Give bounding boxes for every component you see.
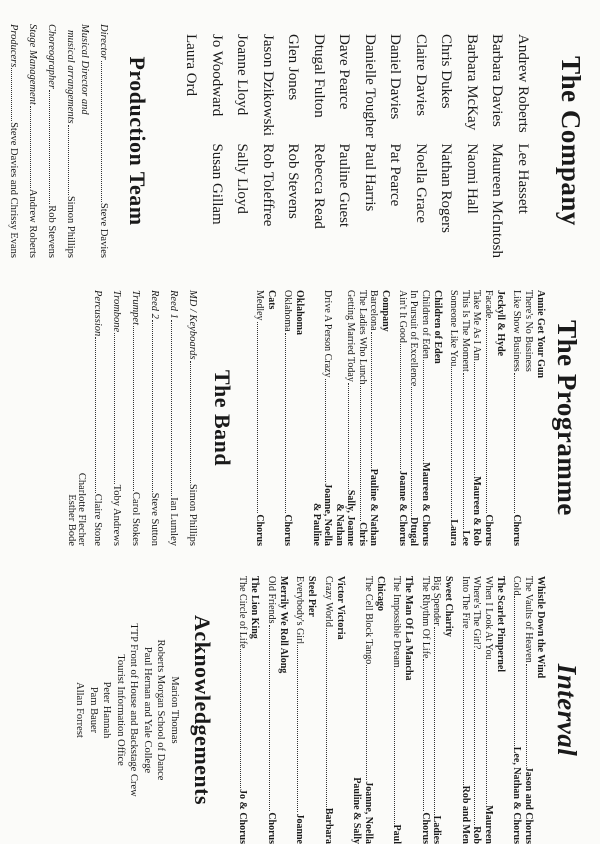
- show-title: Whistle Down the Wind: [535, 576, 546, 679]
- song-name: Facade: [483, 290, 494, 319]
- performer: Ladies: [431, 815, 443, 844]
- performer: Lee, Nathan & Chorus: [511, 746, 523, 844]
- leader-dots: [349, 383, 350, 489]
- cast-name: Dtugal Fulton: [311, 34, 327, 118]
- song-name: Barcelona: [368, 290, 380, 331]
- cast-name: Rebecca Read: [311, 143, 327, 229]
- leader-dots: [423, 360, 424, 461]
- leader-dots: [400, 344, 401, 470]
- leader-dots: [134, 326, 135, 491]
- song-name: The Impossible Dream: [391, 576, 403, 668]
- musician: Steve Sutton: [149, 492, 161, 546]
- song-row: [460, 576, 472, 844]
- performer: Dtugal: [408, 517, 420, 546]
- credit-role: Director: [98, 24, 109, 60]
- production-team-list: [0, 24, 110, 258]
- performer: Chorus: [254, 514, 265, 546]
- cast-name: Laura Ord: [183, 34, 200, 97]
- cast-name: Paul Harris: [362, 143, 378, 212]
- cast-name: Nathan Rogers: [438, 143, 455, 233]
- cast-name: Lee Hassett: [515, 143, 531, 214]
- credit-name: Steve Davies and Chrissy Evans: [8, 122, 19, 258]
- leader-dots: [475, 650, 476, 825]
- song-row: [323, 576, 335, 844]
- cast-name: Daniel Davies: [387, 34, 404, 120]
- credit-name: Steve Davies: [98, 202, 109, 258]
- cast-name: Maureen McIntosh: [489, 143, 506, 258]
- song-name: Ain't It Good: [397, 290, 408, 343]
- cast-name: Glen Jones: [285, 34, 302, 101]
- band-row: [148, 290, 162, 546]
- performer: Chorus: [266, 812, 277, 844]
- interval-heading: Interval: [552, 663, 582, 757]
- leader-dots: [286, 333, 287, 514]
- credit-role: Choreographer: [46, 24, 57, 89]
- song-name: Where's The Girl?: [471, 576, 483, 650]
- show-title: Children of Eden: [432, 290, 443, 364]
- instrument: MD / Keyboards: [187, 290, 199, 360]
- song-name: Oklahoma: [282, 290, 294, 332]
- song-name: Crazy World: [323, 576, 334, 627]
- song-row: [448, 290, 460, 546]
- show-title: Jeckyll & Hyde: [495, 290, 506, 357]
- leader-dots: [475, 362, 476, 475]
- cast-name: Jo Woodward: [209, 34, 225, 117]
- performer: Joanne, Noella: [322, 483, 334, 546]
- band-row: [129, 290, 143, 546]
- leader-dots: [463, 630, 464, 785]
- song-row: [363, 576, 375, 844]
- cast-name: Danielle Tougher: [362, 34, 378, 139]
- credit-name: Simon Phillips: [65, 195, 76, 258]
- song-row: [294, 576, 306, 844]
- instrument: Reed 2: [149, 290, 161, 319]
- instrument: Trombone: [111, 290, 123, 333]
- leader-dots: [452, 367, 453, 518]
- leader-dots: [486, 319, 487, 513]
- show-block: [311, 290, 392, 546]
- performer: Pauline & Nathan: [368, 468, 380, 546]
- cast-name: Jason Dzikowski: [260, 34, 276, 137]
- leader-dots: [360, 386, 361, 522]
- band-row: [167, 290, 181, 546]
- cast-name: Noella Grace: [413, 143, 429, 223]
- song-row: [254, 290, 266, 546]
- show-title: Company: [380, 290, 392, 332]
- song-row: [237, 576, 249, 844]
- song-row: [420, 290, 432, 546]
- show-block: [420, 576, 455, 844]
- leader-dots: [101, 61, 102, 202]
- credit-role: [0, 24, 1, 49]
- musician-extra: Charlotte Flecher: [76, 472, 88, 546]
- performer: Lee: [460, 530, 471, 546]
- show-block: [511, 290, 546, 546]
- band-row: [186, 290, 200, 546]
- leader-dots: [326, 379, 327, 483]
- cast-name: Joanne Lloyd: [234, 34, 251, 116]
- song-name: This Is The Moment: [460, 290, 471, 372]
- band-row: [91, 290, 105, 546]
- song-row: [483, 290, 495, 546]
- leader-dots: [172, 320, 173, 496]
- cast-name: Susan Gillam: [209, 143, 225, 225]
- company-column: [0, 0, 600, 268]
- song-row: [408, 290, 420, 546]
- musician: Toby Andrews: [111, 484, 123, 546]
- song-row: [322, 290, 334, 546]
- performer: Sally, Joanne: [345, 489, 357, 546]
- performer: Chorus: [511, 514, 523, 546]
- leader-dots: [298, 645, 299, 812]
- performer: Jason and Chorus: [523, 766, 534, 844]
- performer-continued: Pauline & Sally: [351, 777, 363, 844]
- programme-heading: The Programme: [552, 320, 582, 516]
- interval-list: [237, 576, 546, 844]
- song-name: Cold: [511, 576, 523, 596]
- song-row: [511, 576, 523, 844]
- show-title: Cats: [266, 290, 277, 310]
- leader-dots: [395, 669, 396, 824]
- leader-dots: [435, 627, 436, 815]
- show-title: The Man Of La Mancha: [403, 576, 415, 681]
- show-title: The Scarlet Pimpernel: [495, 576, 506, 673]
- leader-dots: [49, 90, 50, 204]
- instrument: Reed 1: [168, 290, 180, 319]
- leader-dots: [526, 664, 527, 766]
- ack-line: Paul Hernan and Yale College: [142, 646, 153, 774]
- credit-row: [96, 24, 110, 258]
- song-name: Someone Like You: [448, 290, 460, 367]
- song-name: Getting Married Today: [345, 290, 357, 382]
- leader-dots: [515, 373, 516, 514]
- company-heading: The Company: [556, 56, 586, 226]
- song-row: [368, 290, 380, 546]
- performer: Joanne & Chorus: [397, 470, 408, 546]
- performer: Maureen & Chorus: [420, 462, 431, 546]
- credit-name: [0, 203, 1, 258]
- song-name: Like Show Business: [511, 290, 523, 372]
- leader-dots: [269, 625, 270, 812]
- credit-row: [77, 24, 91, 258]
- song-row: [282, 290, 294, 546]
- leader-dots: [423, 659, 424, 811]
- instrument: Percussion: [92, 290, 104, 337]
- leader-dots: [372, 332, 373, 468]
- show-title: Oklahoma: [294, 290, 306, 336]
- performer: Chorus: [282, 514, 294, 546]
- leader-dots: [30, 106, 31, 188]
- band-heading: The Band: [210, 369, 236, 467]
- show-block: [397, 290, 444, 546]
- song-name: Into The Fire: [460, 576, 471, 629]
- song-name: In Pursuit of Excellence: [408, 290, 420, 387]
- performer: Barbara: [323, 807, 334, 844]
- song-row: [431, 576, 443, 844]
- song-name: The Cell Block Tango: [363, 576, 374, 665]
- leader-dots: [96, 337, 97, 493]
- song-name: The Vaults of Heaven: [523, 576, 534, 663]
- cast-name: Claire Davies: [413, 34, 429, 117]
- ack-line: Allan Forrest: [74, 682, 86, 738]
- credit-row: [25, 24, 39, 258]
- song-row: [471, 290, 483, 546]
- credit-role: Stage Management: [27, 24, 38, 105]
- leader-dots: [191, 361, 192, 483]
- performer: Maureen & Rob: [471, 476, 483, 546]
- credit-row: [63, 24, 77, 258]
- musician-extra: Esther Bode: [66, 494, 78, 546]
- song-name: The Rhythm Of Life: [420, 576, 431, 659]
- performer-continued: & Nathan: [334, 503, 345, 546]
- performer: Chorus: [420, 812, 431, 844]
- leader-dots: [515, 596, 516, 745]
- song-name: There's No Business: [523, 290, 534, 372]
- credit-name: Rob Stevens: [46, 205, 57, 258]
- cast-name: Barbara McKay: [464, 34, 480, 131]
- performer: Rob: [471, 826, 483, 844]
- song-row: [397, 290, 409, 546]
- programme-column: [0, 278, 600, 554]
- song-name: Everybody's Girl: [294, 576, 306, 645]
- show-block: [351, 576, 386, 844]
- ack-line: Marion Thomas: [169, 676, 180, 744]
- cast-name: Barbara Davies: [489, 34, 506, 127]
- company-names-right: [178, 143, 535, 258]
- performer: Maureen: [483, 805, 494, 844]
- performer: Chris: [357, 522, 368, 546]
- musician: Carol Stokes: [130, 492, 142, 546]
- performer: Laura: [448, 519, 460, 546]
- show-block: [237, 576, 261, 844]
- show-title: Sweet Charity: [443, 576, 455, 637]
- leader-dots: [11, 68, 12, 121]
- credit-name: Andrew Roberts: [27, 188, 38, 258]
- performer-continued: & Pauline: [311, 502, 322, 546]
- performer: Paul: [391, 824, 403, 844]
- credit-role: Producers: [8, 24, 19, 68]
- song-row: [345, 290, 357, 546]
- show-block: [294, 576, 318, 844]
- acknowledgements-list: [73, 576, 181, 844]
- cast-name: Pat Pearce: [387, 143, 404, 207]
- leader-dots: [257, 322, 258, 514]
- band-row: [110, 290, 124, 546]
- song-row: [483, 576, 495, 844]
- credit-role-continued: musical arrangements: [65, 30, 76, 124]
- show-title: Steel Pier: [306, 576, 318, 617]
- leader-dots: [486, 661, 487, 805]
- song-row: [471, 576, 483, 844]
- song-row: [523, 576, 535, 844]
- credit-row: [6, 24, 20, 258]
- performer: Rob and Men: [460, 785, 471, 844]
- musician: Simon Phillips: [187, 483, 199, 546]
- show-block: [448, 290, 506, 546]
- song-name: Children of Eden: [420, 290, 431, 359]
- song-name: Old Friends: [266, 576, 277, 624]
- company-names-left: [178, 34, 535, 143]
- acknowledgements-heading: Acknowledgements: [190, 614, 215, 806]
- show-block: [323, 576, 347, 844]
- song-name: The Circle of Life: [237, 576, 249, 649]
- leader-dots: [153, 320, 154, 492]
- credit-role: Musical Director and: [79, 24, 90, 115]
- cast-name: Rob Stevens: [285, 143, 302, 219]
- song-name: Drive A Person Crazy: [322, 290, 334, 378]
- show-title: Annie Get Your Gun: [535, 290, 546, 379]
- ack-line: Peter Hannah: [101, 681, 113, 739]
- performer: Joanne: [294, 813, 306, 844]
- interval-column: [0, 566, 600, 844]
- song-name: When I Look At You: [483, 576, 494, 660]
- leader-dots: [68, 125, 69, 195]
- production-team-heading: Production Team: [125, 56, 150, 226]
- credit-row: [0, 24, 1, 258]
- show-block: [391, 576, 415, 844]
- song-name: Take Me As I Am: [471, 290, 483, 361]
- ack-line: Tourist Information Office: [115, 654, 126, 766]
- musician: Claire Stone: [92, 493, 104, 546]
- ack-line: TTP Front of House and Backstage Crew: [128, 623, 140, 797]
- leader-dots: [366, 665, 367, 780]
- leader-dots: [412, 387, 413, 516]
- credit-row: [44, 24, 58, 258]
- show-title: Victor Victoria: [335, 576, 346, 640]
- show-title: The Lion King: [249, 576, 261, 639]
- ack-line: Roberts Morgan School of Dance: [155, 639, 167, 781]
- song-row: [391, 576, 403, 844]
- song-name: Big Spender: [431, 576, 443, 626]
- show-block: [254, 290, 278, 546]
- performer: Joanne, Noella: [363, 781, 374, 844]
- song-row: [357, 290, 369, 546]
- show-block: [282, 290, 306, 546]
- leader-dots: [115, 333, 116, 483]
- cast-name: Dave Pearce: [336, 34, 353, 110]
- song-row: [511, 290, 523, 546]
- cast-name: Pauline Guest: [336, 143, 353, 228]
- song-name: Medley: [254, 290, 265, 321]
- cast-name: Chris Dukes: [438, 34, 455, 109]
- show-title: Chicago: [375, 576, 386, 611]
- show-block: [460, 576, 507, 844]
- instrument: Trumpet: [130, 290, 142, 326]
- musician: Ian Lumley: [168, 497, 180, 546]
- cast-name: Sally Lloyd: [234, 143, 251, 214]
- cast-name: Naomi Hall: [464, 143, 480, 214]
- show-title: Merrily We Roll Along: [278, 576, 289, 674]
- cast-name: Rob Toleffree: [260, 143, 276, 227]
- leader-dots: [241, 649, 242, 788]
- show-block: [266, 576, 290, 844]
- leader-dots: [463, 373, 464, 530]
- cast-name: Andrew Roberts: [515, 34, 531, 133]
- song-name: The Ladies Who Lunch: [357, 290, 368, 385]
- performer: Jo & Chorus: [237, 788, 249, 844]
- band-list: [66, 290, 200, 546]
- show-block: [511, 576, 546, 844]
- song-row: [420, 576, 432, 844]
- song-row: [460, 290, 472, 546]
- song-row: [523, 290, 535, 546]
- company-list: [178, 24, 535, 258]
- ack-line: Pam Bauer: [88, 686, 99, 734]
- song-row: [266, 576, 278, 844]
- programme-list: [254, 290, 547, 546]
- performer: Chorus: [483, 514, 494, 546]
- leader-dots: [326, 628, 327, 807]
